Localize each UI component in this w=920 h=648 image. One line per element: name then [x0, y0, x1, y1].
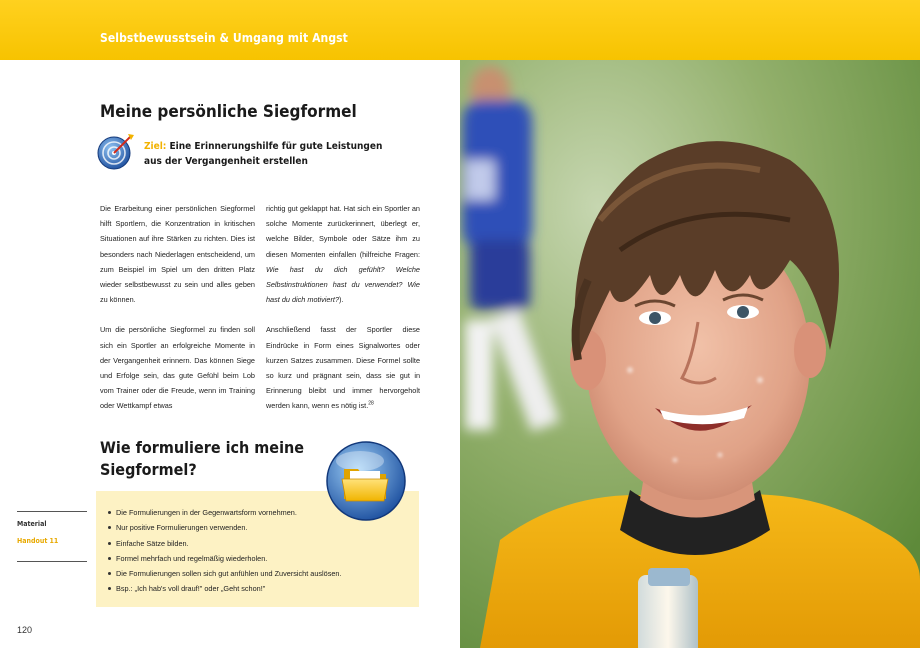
footnote-ref: 28	[368, 401, 374, 408]
margin-label: Material	[17, 520, 47, 528]
paragraph: Um die persönliche Siegformel zu finden soll sich ein Sportler an erfolgreiche Momente in der Vergangenheit erinnern. Das können Siege und Erfolge sein, das gute Gefühl beim Lob vom Trainer oder die Freude, wenn im Training oder Wettkampf etwas	[100, 325, 255, 411]
margin-divider	[17, 561, 87, 562]
text-column-right	[266, 201, 420, 429]
header-bar	[0, 0, 920, 60]
section-subtitle: Wie formuliere ich meine Siegformel?	[100, 438, 305, 479]
list-item: Die Formulierungen sollen sich gut anfühlen und Zuversicht auslösen.	[108, 566, 342, 581]
goal-label: Ziel:	[144, 141, 167, 152]
list-item: Formel mehrfach und regelmäßig wiederholen.	[108, 551, 342, 566]
chapter-title: Selbstbewusstsein & Umgang mit Angst	[100, 31, 348, 45]
paragraph-text: Anschließend fasst der Sportler diese Eindrücke in Form eines Signalwortes oder kurzen Satzes zusammen. Diese Formel sollte so kurz und prägnant sein, dass sie gut in Erinnerung bleibt und immer hervorgeholt werden kann, wenn es nötig ist.	[266, 325, 420, 411]
photo-illustration	[460, 60, 920, 648]
page-number: 120	[17, 625, 33, 635]
list-item: Einfache Sätze bilden.	[108, 536, 342, 551]
goal-statement	[144, 139, 384, 169]
photo-laughing-boy	[460, 60, 920, 648]
margin-divider	[17, 511, 87, 512]
goal-text: Eine Erinnerungshilfe für gute Leistungen aus der Vergangenheit erstellen	[144, 141, 383, 167]
paragraph	[266, 201, 420, 307]
target-icon	[96, 131, 136, 171]
text-column-left	[100, 201, 255, 429]
list-item: Nur positive Formulierungen verwenden.	[108, 520, 342, 535]
paragraph: Die Erarbeitung einer persönlichen Siegformel hilft Sportlern, die Konzentration in kritischen Situationen auf ihre Stärken zu richten. Dies ist besonders nach Niederlagen entscheidend, um zum Beispiel im Spiel um den dritten Platz wieder selbstbewusst zu sein und alles geben zu können.	[100, 204, 255, 305]
page-title: Meine persönliche Siegformel	[100, 102, 357, 122]
margin-reference: Handout 11	[17, 537, 59, 545]
paragraph	[266, 322, 420, 413]
paragraph-text: richtig gut geklappt hat. Hat sich ein Sportler an solche Momente zurückerinnert, überlegt er, welche Bilder, Symbole oder Sätze ihm zu diesen Momenten einfallen (hilfreiche Fragen:	[266, 204, 420, 259]
tips-list	[108, 505, 342, 597]
list-item: Bsp.: „Ich hab's voll drauf!" oder „Geht schon!"	[108, 581, 342, 596]
list-item: Die Formulierungen in der Gegenwartsform vornehmen.	[108, 505, 342, 520]
helpful-questions: Wie hast du dich gefühlt? Welche Selbstinstruktionen hast du verwendet? Wie hast du dich motiviert?	[266, 264, 420, 305]
paragraph-text: ).	[339, 295, 344, 305]
folder-icon	[322, 439, 410, 523]
